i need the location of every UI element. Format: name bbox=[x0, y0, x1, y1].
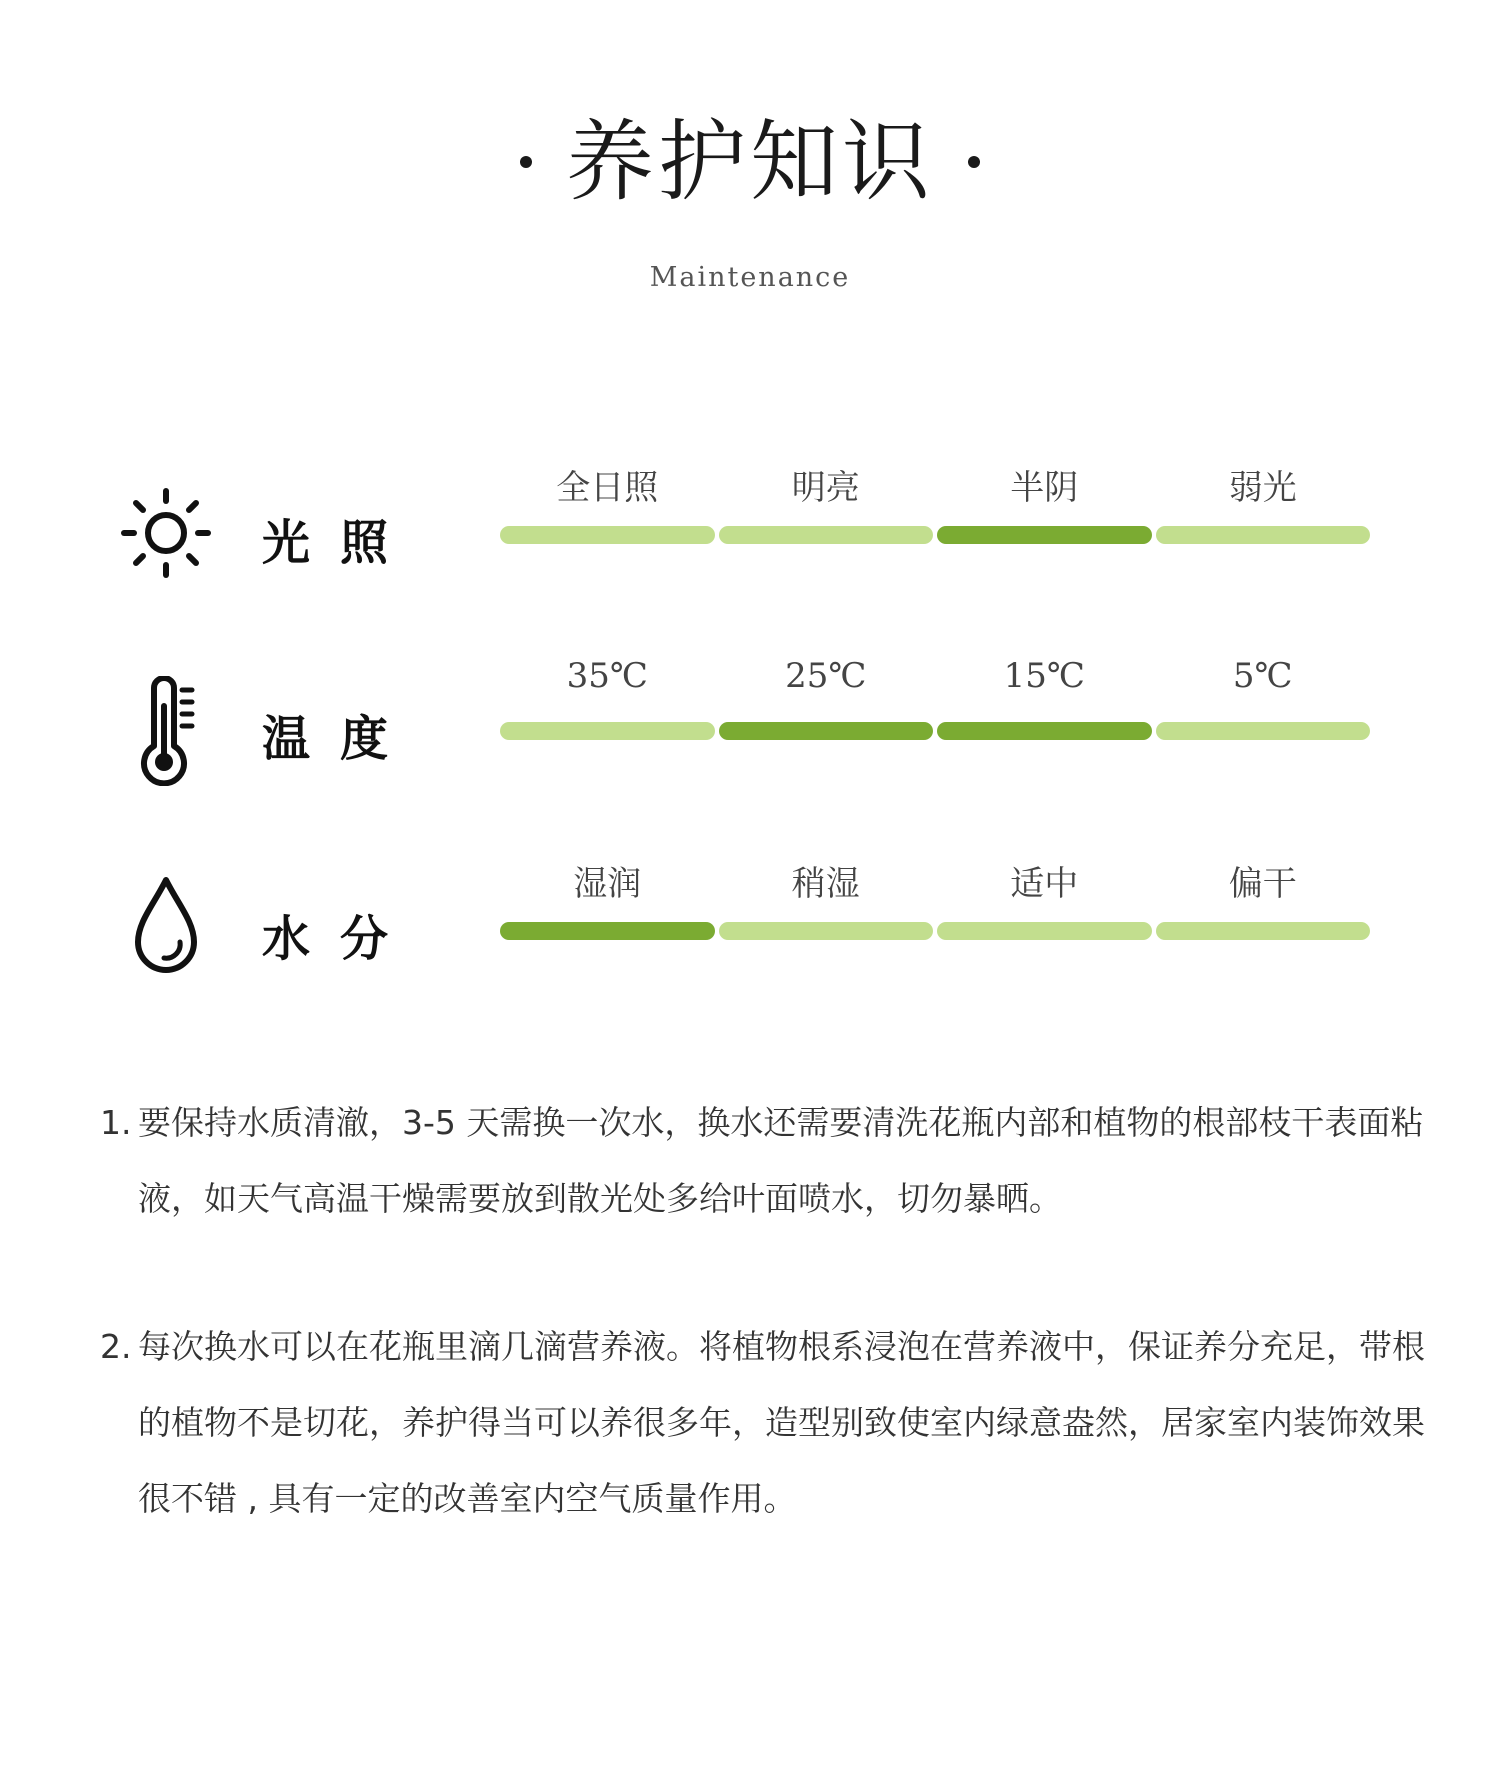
level-label: 15℃ bbox=[1003, 656, 1085, 696]
sun-icon bbox=[118, 478, 214, 588]
care-label-water: 水分 bbox=[262, 911, 419, 967]
temperature-level-3 bbox=[937, 656, 1152, 756]
care-row-light bbox=[0, 460, 1500, 600]
water-level-4 bbox=[1156, 856, 1371, 956]
level-label: 偏干 bbox=[1228, 864, 1297, 904]
level-bar bbox=[500, 922, 715, 940]
level-bar bbox=[937, 922, 1152, 940]
title-area bbox=[0, 110, 1500, 213]
light-level-1 bbox=[500, 460, 715, 560]
page-title-text: 养护知识 bbox=[565, 110, 934, 213]
level-bar bbox=[719, 722, 934, 740]
light-levels bbox=[500, 460, 1370, 560]
level-label: 适中 bbox=[1010, 864, 1079, 904]
water-level-2 bbox=[719, 856, 934, 956]
level-bar bbox=[937, 722, 1152, 740]
note-text: 要保持水质清澈，3-5 天需换一次水，换水还需要清洗花瓶内部和植物的根部枝干表面粘液，如天气高温干燥需要放到散光处多给叶面喷水，切勿暴晒。 bbox=[138, 1103, 1424, 1218]
care-label-temperature: 温度 bbox=[262, 711, 419, 767]
level-label: 明亮 bbox=[791, 468, 860, 508]
thermometer-icon bbox=[118, 676, 214, 786]
title-left-dot bbox=[520, 156, 532, 168]
water-level-1 bbox=[500, 856, 715, 956]
care-row-water bbox=[0, 856, 1500, 996]
level-bar bbox=[719, 526, 934, 544]
care-label-light: 光照 bbox=[262, 515, 419, 571]
level-bar bbox=[1156, 722, 1371, 740]
note-number: 1. bbox=[100, 1103, 132, 1142]
light-level-3 bbox=[937, 460, 1152, 560]
level-bar bbox=[1156, 922, 1371, 940]
temperature-level-4 bbox=[1156, 656, 1371, 756]
level-label: 全日照 bbox=[556, 468, 659, 508]
level-label: 弱光 bbox=[1228, 468, 1297, 508]
level-bar bbox=[719, 922, 934, 940]
note-item-2 bbox=[100, 1309, 1430, 1537]
level-label: 半阴 bbox=[1010, 468, 1079, 508]
level-bar bbox=[500, 526, 715, 544]
temperature-level-2 bbox=[719, 656, 934, 756]
level-label: 35℃ bbox=[566, 656, 648, 696]
water-level-3 bbox=[937, 856, 1152, 956]
note-number: 2. bbox=[100, 1327, 132, 1366]
water-levels bbox=[500, 856, 1370, 956]
light-level-4 bbox=[1156, 460, 1371, 560]
level-bar bbox=[1156, 526, 1371, 544]
care-row-temperature bbox=[0, 656, 1500, 796]
level-bar bbox=[500, 722, 715, 740]
level-label: 湿润 bbox=[573, 864, 642, 904]
title-right-dot bbox=[968, 156, 980, 168]
level-label: 25℃ bbox=[785, 656, 867, 696]
water-drop-icon bbox=[118, 870, 214, 980]
level-bar bbox=[937, 526, 1152, 544]
light-level-2 bbox=[719, 460, 934, 560]
temperature-level-1 bbox=[500, 656, 715, 756]
note-item-1 bbox=[100, 1085, 1430, 1237]
level-label: 5℃ bbox=[1232, 656, 1293, 696]
note-text: 每次换水可以在花瓶里滴几滴营养液。将植物根系浸泡在营养液中，保证养分充足，带根的植物不是切花，养护得当可以养很多年，造型别致使室内绿意盎然，居家室内装饰效果很不错 , 具有一定的改善室内空气质量作用。 bbox=[138, 1327, 1425, 1518]
page-title bbox=[520, 110, 980, 213]
care-notes bbox=[100, 1085, 1430, 1609]
temperature-levels bbox=[500, 656, 1370, 756]
level-label: 稍湿 bbox=[791, 864, 860, 904]
page-subtitle: Maintenance bbox=[649, 262, 851, 293]
